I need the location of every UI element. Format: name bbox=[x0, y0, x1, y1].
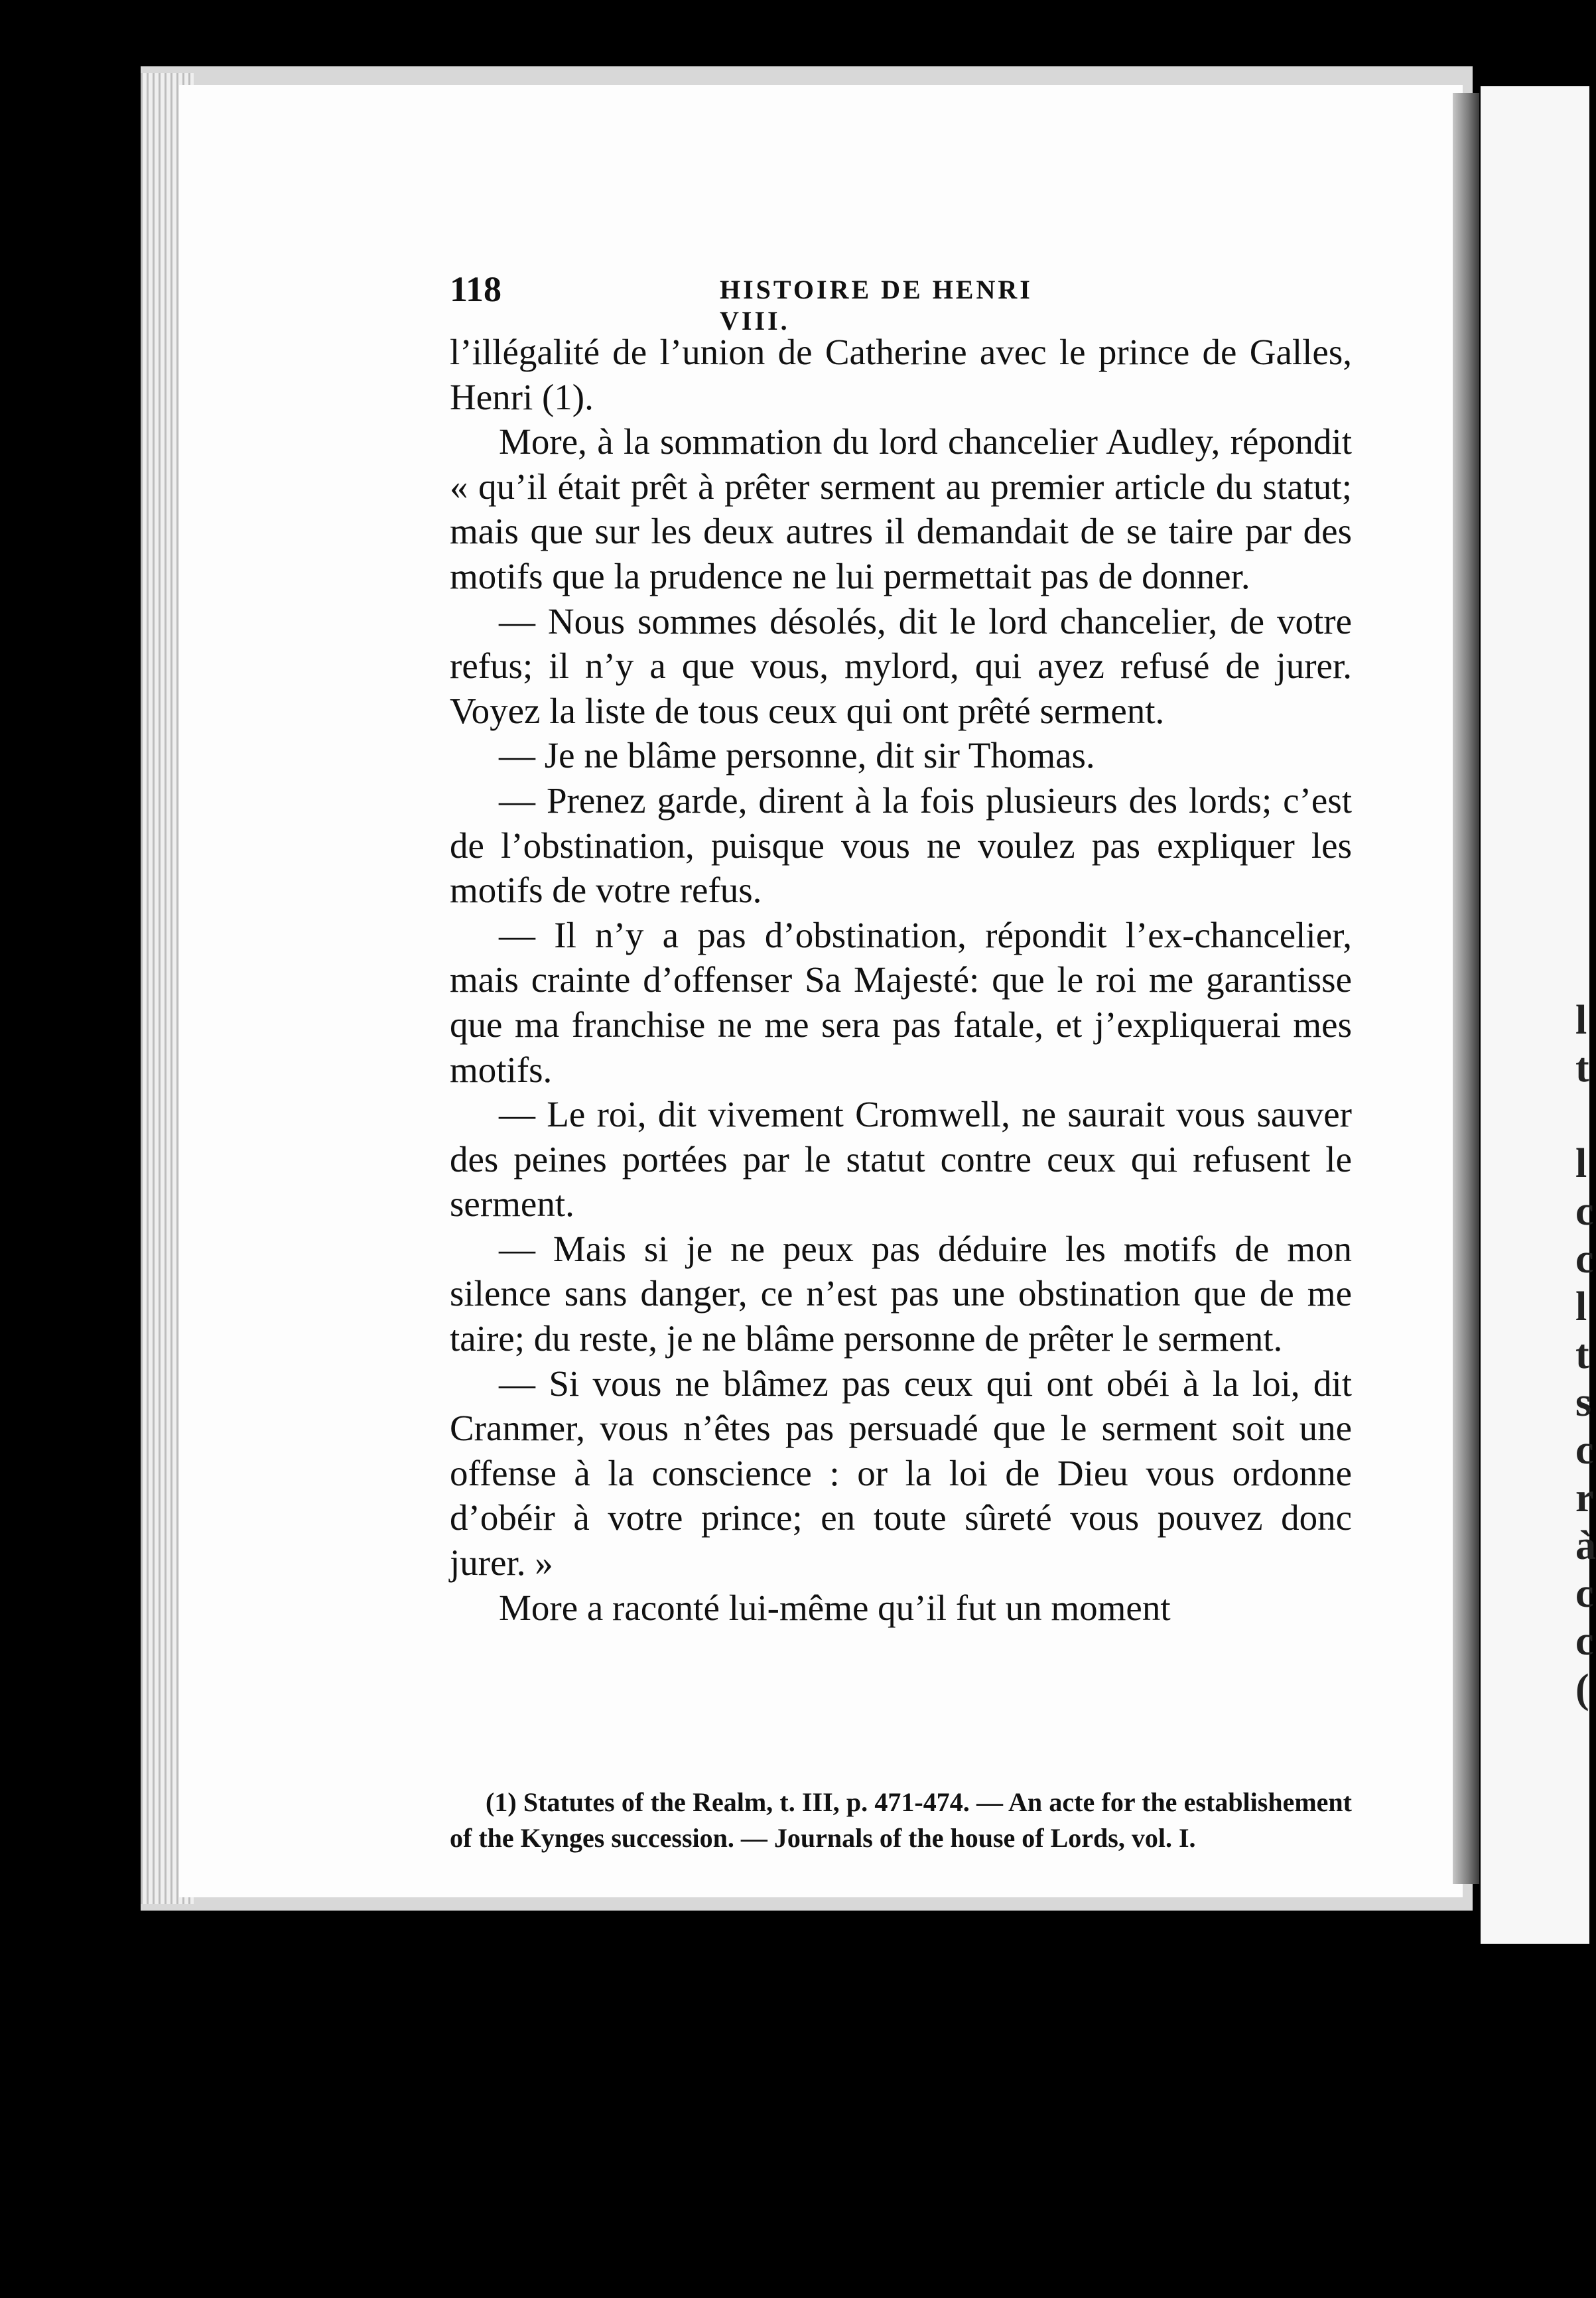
paragraph: — Le roi, dit vivement Cromwell, ne saurait vous sauver des peines portées par le statut contre ceux qui refusent le serment. bbox=[450, 1094, 1352, 1225]
facing-page bbox=[1481, 86, 1596, 1944]
paragraph: More a raconté lui-même qu’il fut un moment bbox=[499, 1587, 1171, 1628]
running-head bbox=[450, 269, 1087, 336]
paragraph: — Je ne blâme personne, dit sir Thomas. bbox=[499, 735, 1095, 776]
paragraph: — Nous sommes désolés, dit le lord chancelier, de votre refus; il n’y a que vous, mylord, qui ayez refusé de jurer. Voyez la liste de tous ceux qui ont prêté serment. bbox=[450, 600, 1352, 731]
paragraph: More, à la sommation du lord chancelier Audley, répondit « qu’il était prêt à prêter serment au premier article du statut; mais que sur les deux autres il demandait de se taire par des motifs que la prudence ne lui permettait pas de donner. bbox=[450, 421, 1352, 596]
paragraph: — Il n’y a pas d’obstination, répondit l’ex-chancelier, mais crainte d’offenser Sa Majesté: que le roi me garantisse que ma franchise ne me sera pas fatale, et j’expliquerai mes motifs. bbox=[450, 914, 1352, 1090]
running-title: HISTOIRE DE HENRI VIII. bbox=[720, 275, 1033, 336]
paragraph: — Si vous ne blâmez pas ceux qui ont obéi à la loi, dit Cranmer, vous n’êtes pas persuadé que le serment soit une offense à la conscience : or la loi de Dieu vous ordonne d’obéir à votre prince; en toute sûreté vous pouvez donc jurer. » bbox=[450, 1363, 1352, 1584]
body-text bbox=[450, 330, 1352, 1630]
page-number: 118 bbox=[450, 269, 502, 309]
footnote-text: (1) Statutes of the Realm, t. III, p. 471-474. — An acte for the establishement of the Kynges succession. — Journals of the house of Lords, vol. I. bbox=[450, 1787, 1352, 1853]
paragraph: l’illégalité de l’union de Catherine avec le prince de Galles, Henri (1). bbox=[450, 332, 1352, 417]
binding-shadow bbox=[1453, 93, 1479, 1884]
footnote bbox=[450, 1785, 1352, 1856]
paragraph: — Prenez garde, dirent à la fois plusieurs des lords; c’est de l’obstination, puisque vous ne voulez pas expliquer les motifs de votre refus. bbox=[450, 779, 1352, 911]
paragraph: — Mais si je ne peux pas déduire les motifs de mon silence sans danger, ce n’est pas une obstination que de me taire; du reste, je ne blâme personne de prêter le serment. bbox=[450, 1228, 1352, 1359]
facing-page-text-fragments: l t l c c l t s c r à c c ( bbox=[1575, 998, 1596, 1712]
